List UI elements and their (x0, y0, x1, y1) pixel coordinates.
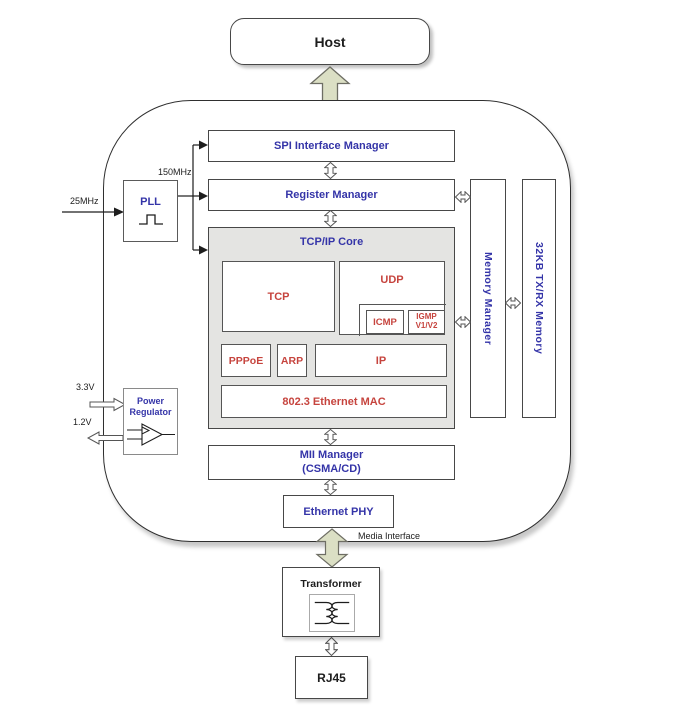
pppoe-box (221, 344, 271, 377)
spi-interface-manager-box (208, 130, 455, 162)
media-arrow-icon (314, 528, 350, 568)
spi-interface-manager-label: SPI Interface Manager (274, 140, 389, 152)
media-interface-label: Media Interface (358, 531, 421, 541)
power-regulator-box (123, 388, 178, 455)
pppoe-label: PPPoE (228, 354, 264, 367)
spi-register-arrow-icon (324, 162, 337, 179)
txrx-memory-box (522, 179, 556, 418)
mii-manager-box (208, 445, 455, 480)
register-core-arrow-icon (324, 210, 337, 227)
ethernet-phy-label: Ethernet PHY (303, 505, 374, 518)
ethernet-phy-box (283, 495, 394, 528)
memory-txrx-arrow-icon (505, 297, 521, 309)
host-label: Host (314, 33, 346, 50)
clock-out-label: 150MHz (158, 167, 192, 177)
power-out-label: 1.2V (73, 417, 92, 427)
ethernet-mac-box (221, 385, 447, 418)
transformer-box (282, 567, 380, 637)
memory-manager-label: Memory Manager (482, 251, 494, 346)
igmp-label-line2: V1/V2 (415, 321, 438, 330)
udp-box (339, 261, 445, 335)
igmp-label-line1: IGMP (416, 312, 437, 322)
icmp-label: ICMP (373, 316, 397, 328)
ethernet-mac-label: 802.3 Ethernet MAC (282, 395, 386, 408)
rj45-label: RJ45 (317, 670, 346, 685)
transformer-label: Transformer (300, 578, 362, 590)
clock-in-label: 25MHz (70, 196, 99, 206)
memory-manager-box (470, 179, 506, 418)
power-in-label: 3.3V (76, 382, 95, 392)
rj45-box (295, 656, 368, 699)
power-regulator-label: Power Regulator (129, 395, 172, 417)
icmp-box (366, 310, 404, 334)
ip-label: IP (375, 354, 387, 367)
txrx-memory-label: 32KB TX/RX Memory (533, 242, 545, 355)
core-mii-arrow-icon (324, 429, 337, 445)
arp-label: ARP (280, 354, 304, 367)
mii-manager-label-line1: MII Manager (299, 448, 364, 461)
mii-phy-arrow-icon (324, 479, 337, 495)
tcp-box (222, 261, 335, 332)
udp-label: UDP (380, 274, 404, 286)
arp-box (277, 344, 307, 377)
register-memory-arrow-icon (455, 191, 471, 203)
tcp-label: TCP (267, 290, 290, 303)
core-memory-arrow-icon (455, 316, 471, 328)
pll-label: PLL (140, 195, 161, 208)
pll-box (123, 180, 178, 242)
transformer-rj45-arrow-icon (325, 637, 338, 656)
register-manager-box (208, 179, 455, 211)
ip-box (315, 344, 447, 377)
pll-clock-icon (136, 212, 166, 227)
mii-manager-label-line2: (CSMA/CD) (302, 462, 361, 475)
transformer-coils-icon (309, 594, 355, 632)
igmp-box (408, 310, 445, 334)
tcpip-core-title: TCP/IP Core (299, 236, 364, 248)
register-manager-label: Register Manager (285, 189, 378, 201)
regulator-opamp-icon (127, 421, 175, 447)
